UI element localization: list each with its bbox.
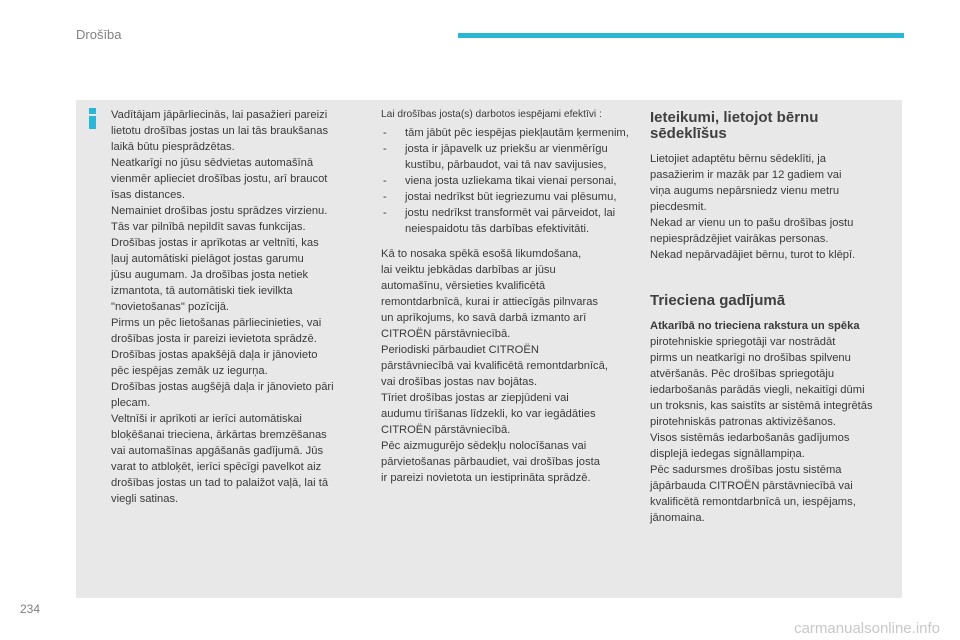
list-item: - jostu nedrīkst transformēt vai pārveidot, lai neiespaidotu tās darbības efektivitāti. — [381, 205, 631, 237]
watermark: carmanualsonline.info — [794, 620, 940, 637]
seatbelt-advice-text: Vadītājam jāpārliecinās, lai pasažieri pareizi lietotu drošības jostas un lai tās braukšanas laikā būtu piesprādzētas. Neatkarīgi no jūsu sēdvietas automašīnā vienmēr aplieciet drošības jostu, arī braucot īsas distances. Nemainiet drošības jostu sprādzes virzienu. Tās var pilnībā nepildīt savas funkcijas. Drošības jostas ir aprīkotas ar veltnīti, kas ļauj automātiski pielāgot jostas garumu jūsu augumam. Ja drošības josta netiek izmantota, tā automātiski tiek ievilkta "novietošanas" pozīcijā. Pirms un pēc lietošanas pārliecinieties, vai drošības josta ir pareizi ievietota sprādzē. Drošības jostas apakšējā daļa ir jānovieto pēc iespējas zemāk uz iegurņa. Drošības jostas augšējā daļa ir jānovieto pāri plecam. Veltnīši ir aprīkoti ar ierīci automātiskai bloķēšanai trieciena, ārkārtas bremzēšanas vai automašīnas apgāšanās gadījumā. Jūs varat to atbloķēt, ierīci spēcīgi pavelkot aiz drošības jostas un tad to palaižot vaļā, lai tā viegli satinas. — [111, 109, 334, 505]
section-title: Drošība — [76, 27, 122, 42]
list-item: - tām jābūt pēc iespējas piekļautām ķermenim, — [381, 125, 631, 141]
efficiency-list — [381, 125, 631, 237]
seatbelt-efficiency-column — [381, 107, 631, 486]
info-icon — [86, 108, 98, 128]
child-seat-column — [650, 110, 900, 526]
efficiency-intro: Lai drošības josta(s) darbotos iespējami efektīvi : — [381, 109, 602, 120]
info-icon-stem — [89, 116, 96, 129]
maintenance-text: Kā to nosaka spēkā esošā likumdošana, lai veiktu jebkādas darbības ar jūsu automašīnu, vērsieties kvalificētā remontdarbnīcā, kurai ir attiecīgās pilnvaras un aprīkojums, ko savā darbā izmanto arī CITROËN pārstāvniecībā. Periodiski pārbaudiet CITROËN pārstāvniecībā vai kvalificētā remontdarbnīcā, vai drošības jostas nav bojātas. Tīriet drošības jostas ar ziepjūdeni vai audumu tīrīšanas līdzekli, ko var iegādāties CITROËN pārstāvniecībā. Pēc aizmugurējo sēdekļu nolocīšanas vai pārvietošanas pārbaudiet, vai drošības josta ir pareizi novietota un iestiprināta sprādzē. — [381, 248, 608, 484]
crash-text: pirotehniskie spriegotāji var nostrādāt pirms un neatkarīgi no drošības spilvenu atvēršanās. Pēc drošības spriegotāju iedarbošanās parādās viegli, nekaitīgi dūmi un troksnis, kas saistīts ar sistēmā integrētās pirotehniskās patronas aktivizēšanos. Visos sistēmās iedarbošanās gadījumos displejā iedegas signāllampiņa. Pēc sadursmes drošības jostu sistēma jāpārbauda CITROËN pārstāvniecībā vai kvalificētā remontdarbnīcā un, iespējams, jānomaina. — [650, 336, 873, 524]
recommendations-text: Lietojiet adaptētu bērnu sēdeklīti, ja pasažierim ir mazāk par 12 gadiem vai viņa augums nepārsniedz vienu metru piecdesmit. Nekad ar vienu un to pašu drošības jostu nepiesprādzējiet vairākas personas. Nekad nepārvadājiet bērnu, turot to klēpī. — [650, 153, 856, 261]
crash-heading: Trieciena gadījumā — [650, 292, 786, 309]
info-icon-dot — [89, 108, 96, 114]
list-item: - jostai nedrīkst būt iegriezumu vai plēsumu, — [381, 189, 631, 205]
seatbelt-advice-column — [111, 107, 361, 507]
crash-bold-line: Atkarībā no trieciena rakstura un spēka — [650, 320, 860, 332]
list-item: - josta ir jāpavelk uz priekšu ar vienmērīgu kustību, pārbaudot, vai tā nav savijusies, — [381, 141, 631, 173]
header-accent-bar — [458, 33, 904, 38]
recommendations-heading: Ieteikumi, lietojot bērnu sēdeklīšus — [650, 109, 819, 142]
list-item: - viena josta uzliekama tikai vienai personai, — [381, 173, 631, 189]
page-number: 234 — [20, 602, 41, 616]
